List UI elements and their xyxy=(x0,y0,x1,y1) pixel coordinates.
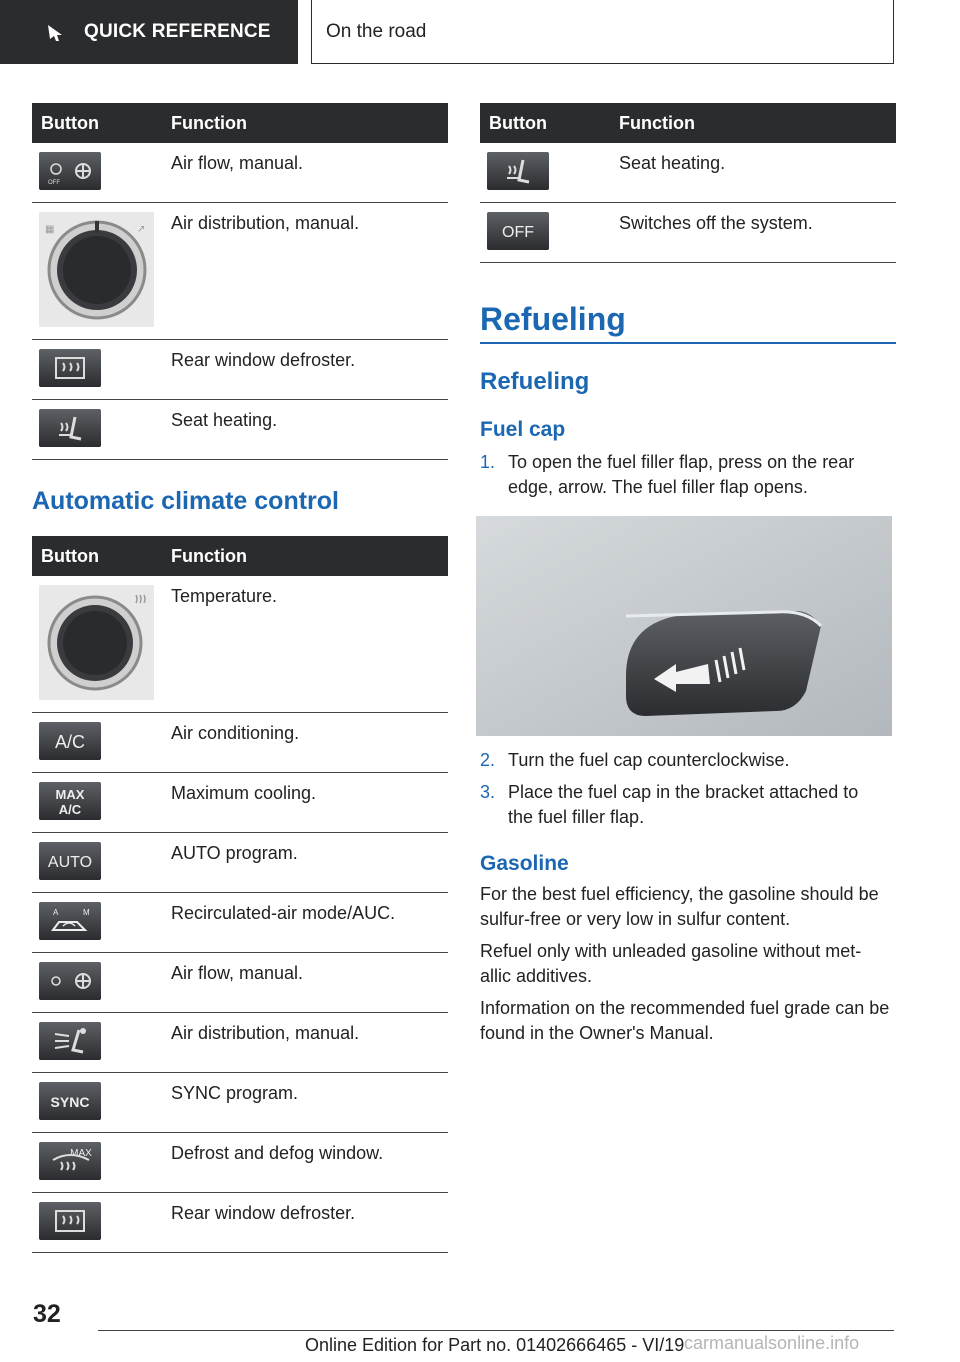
table-row xyxy=(32,1013,448,1073)
table-row xyxy=(32,143,448,203)
step-number: 2. xyxy=(480,750,496,770)
list-item xyxy=(480,780,896,830)
refueling-section-title xyxy=(480,301,896,344)
max-defrost-button-icon xyxy=(39,1142,101,1180)
function-text: Air distribution, manual. xyxy=(164,1013,448,1073)
list-item xyxy=(480,748,896,773)
climate-button-table-continued xyxy=(480,103,896,263)
left-column xyxy=(32,103,448,1253)
recirculation-label-a: A xyxy=(53,908,59,917)
function-text: SYNC program. xyxy=(164,1073,448,1133)
gasoline-paragraph: Refuel only with unleaded gasoline without met-allic additives. xyxy=(480,941,862,986)
svg-text:A/C: A/C xyxy=(58,802,82,817)
page-header xyxy=(0,0,960,66)
function-text: Switches off the system. xyxy=(612,203,896,263)
table-row xyxy=(480,203,896,263)
recirculation-label-m: M xyxy=(83,908,90,917)
sync-button-label: SYNC xyxy=(50,1094,90,1110)
table-row xyxy=(32,400,448,460)
climate-button-table xyxy=(32,103,448,460)
footer-divider xyxy=(98,1330,894,1331)
table-row xyxy=(32,893,448,953)
table-header-row xyxy=(32,103,448,143)
table-row xyxy=(32,203,448,340)
air-distribution-button-icon xyxy=(39,1022,101,1060)
table-row xyxy=(32,713,448,773)
seat-heating-button-icon xyxy=(487,152,549,190)
recirculation-button-icon xyxy=(39,902,101,940)
fan-off-button-icon xyxy=(39,152,101,190)
step-text: Turn the fuel cap counterclockwise. xyxy=(508,750,790,770)
edition-text: Online Edition for Part no. 01402666465 - VI/19 xyxy=(305,1335,685,1355)
air-distribution-knob-icon xyxy=(39,212,154,327)
gasoline-paragraph: Information on the recommended fuel grade can be found in the Owner's Manual. xyxy=(480,998,890,1043)
ac-button-icon xyxy=(39,722,101,760)
function-text: Rear window defroster. xyxy=(164,1193,448,1253)
function-text: Air distribution, manual. xyxy=(164,203,448,340)
max-ac-button-icon xyxy=(39,782,101,820)
rear-defroster-button-icon xyxy=(39,349,101,387)
function-text: Rear window defroster. xyxy=(164,340,448,400)
table-row xyxy=(32,1133,448,1193)
step-text: To open the fuel filler flap, press on the rear edge, arrow. The fuel filler flap opens. xyxy=(508,452,855,497)
quick-reference-label: QUICK REFERENCE xyxy=(84,21,271,42)
site-watermark: carmanualsonline.info xyxy=(684,1333,860,1353)
svg-text:↗: ↗ xyxy=(137,224,146,235)
max-defrost-label: MAX xyxy=(70,1148,92,1159)
step-number: 3. xyxy=(480,782,496,802)
col-header-function: Function xyxy=(612,103,896,143)
function-text: Air flow, manual. xyxy=(164,953,448,1013)
refueling-subtitle: Refueling xyxy=(480,368,590,395)
table-row xyxy=(480,143,896,203)
svg-text:OFF: OFF xyxy=(48,180,60,186)
automatic-climate-heading: Automatic climate control xyxy=(32,487,339,515)
rear-defroster-button-icon xyxy=(39,1202,101,1240)
table-row xyxy=(32,1073,448,1133)
table-header-row xyxy=(32,536,448,576)
sync-button-icon xyxy=(39,1082,101,1120)
ac-button-label: A/C xyxy=(54,732,86,752)
svg-text:▦: ▦ xyxy=(45,224,55,235)
right-column xyxy=(480,103,896,1046)
function-text: Recirculated-air mode/AUC. xyxy=(164,893,448,953)
off-button-icon xyxy=(487,212,549,250)
temperature-knob-icon xyxy=(39,585,154,700)
fuel-cap-heading: Fuel cap xyxy=(480,418,566,441)
function-text: Defrost and defog window. xyxy=(164,1133,448,1193)
fan-button-icon xyxy=(39,962,101,1000)
step-text: Place the fuel cap in the bracket attached to the fuel filler flap. xyxy=(508,782,859,827)
col-header-function: Function xyxy=(164,536,448,576)
function-text: Temperature. xyxy=(164,576,448,713)
step-number: 1. xyxy=(480,452,496,472)
table-row xyxy=(32,1193,448,1253)
function-text: Maximum cooling. xyxy=(164,773,448,833)
table-header-row xyxy=(480,103,896,143)
col-header-button: Button xyxy=(32,103,164,143)
svg-text:MAX: MAX xyxy=(55,787,85,802)
gasoline-paragraph: For the best fuel efficiency, the gasoline should be sulfur-free or very low in sulfur content. xyxy=(480,884,879,929)
quick-reference-icon xyxy=(44,21,66,43)
table-row xyxy=(32,833,448,893)
auto-button-icon xyxy=(39,842,101,880)
seat-heating-button-icon xyxy=(39,409,101,447)
table-row xyxy=(32,340,448,400)
quick-reference-tab[interactable] xyxy=(0,0,298,64)
table-row xyxy=(32,773,448,833)
fuel-filler-flap-photo xyxy=(476,516,892,736)
table-row xyxy=(32,576,448,713)
automatic-climate-table xyxy=(32,536,448,1253)
function-text: Air conditioning. xyxy=(164,713,448,773)
refueling-title: Refueling xyxy=(480,301,626,337)
off-button-label: OFF xyxy=(502,224,534,241)
chapter-title: On the road xyxy=(326,20,427,42)
col-header-function: Function xyxy=(164,103,448,143)
function-text: Seat heating. xyxy=(164,400,448,460)
function-text: Seat heating. xyxy=(612,143,896,203)
gasoline-heading: Gasoline xyxy=(480,852,569,875)
table-row xyxy=(32,953,448,1013)
function-text: AUTO program. xyxy=(164,833,448,893)
function-text: Air flow, manual. xyxy=(164,143,448,203)
auto-button-label: AUTO xyxy=(47,854,93,871)
chapter-title-box xyxy=(311,0,894,64)
col-header-button: Button xyxy=(480,103,612,143)
page-number: 32 xyxy=(33,1300,61,1328)
list-item xyxy=(480,450,896,500)
col-header-button: Button xyxy=(32,536,164,576)
